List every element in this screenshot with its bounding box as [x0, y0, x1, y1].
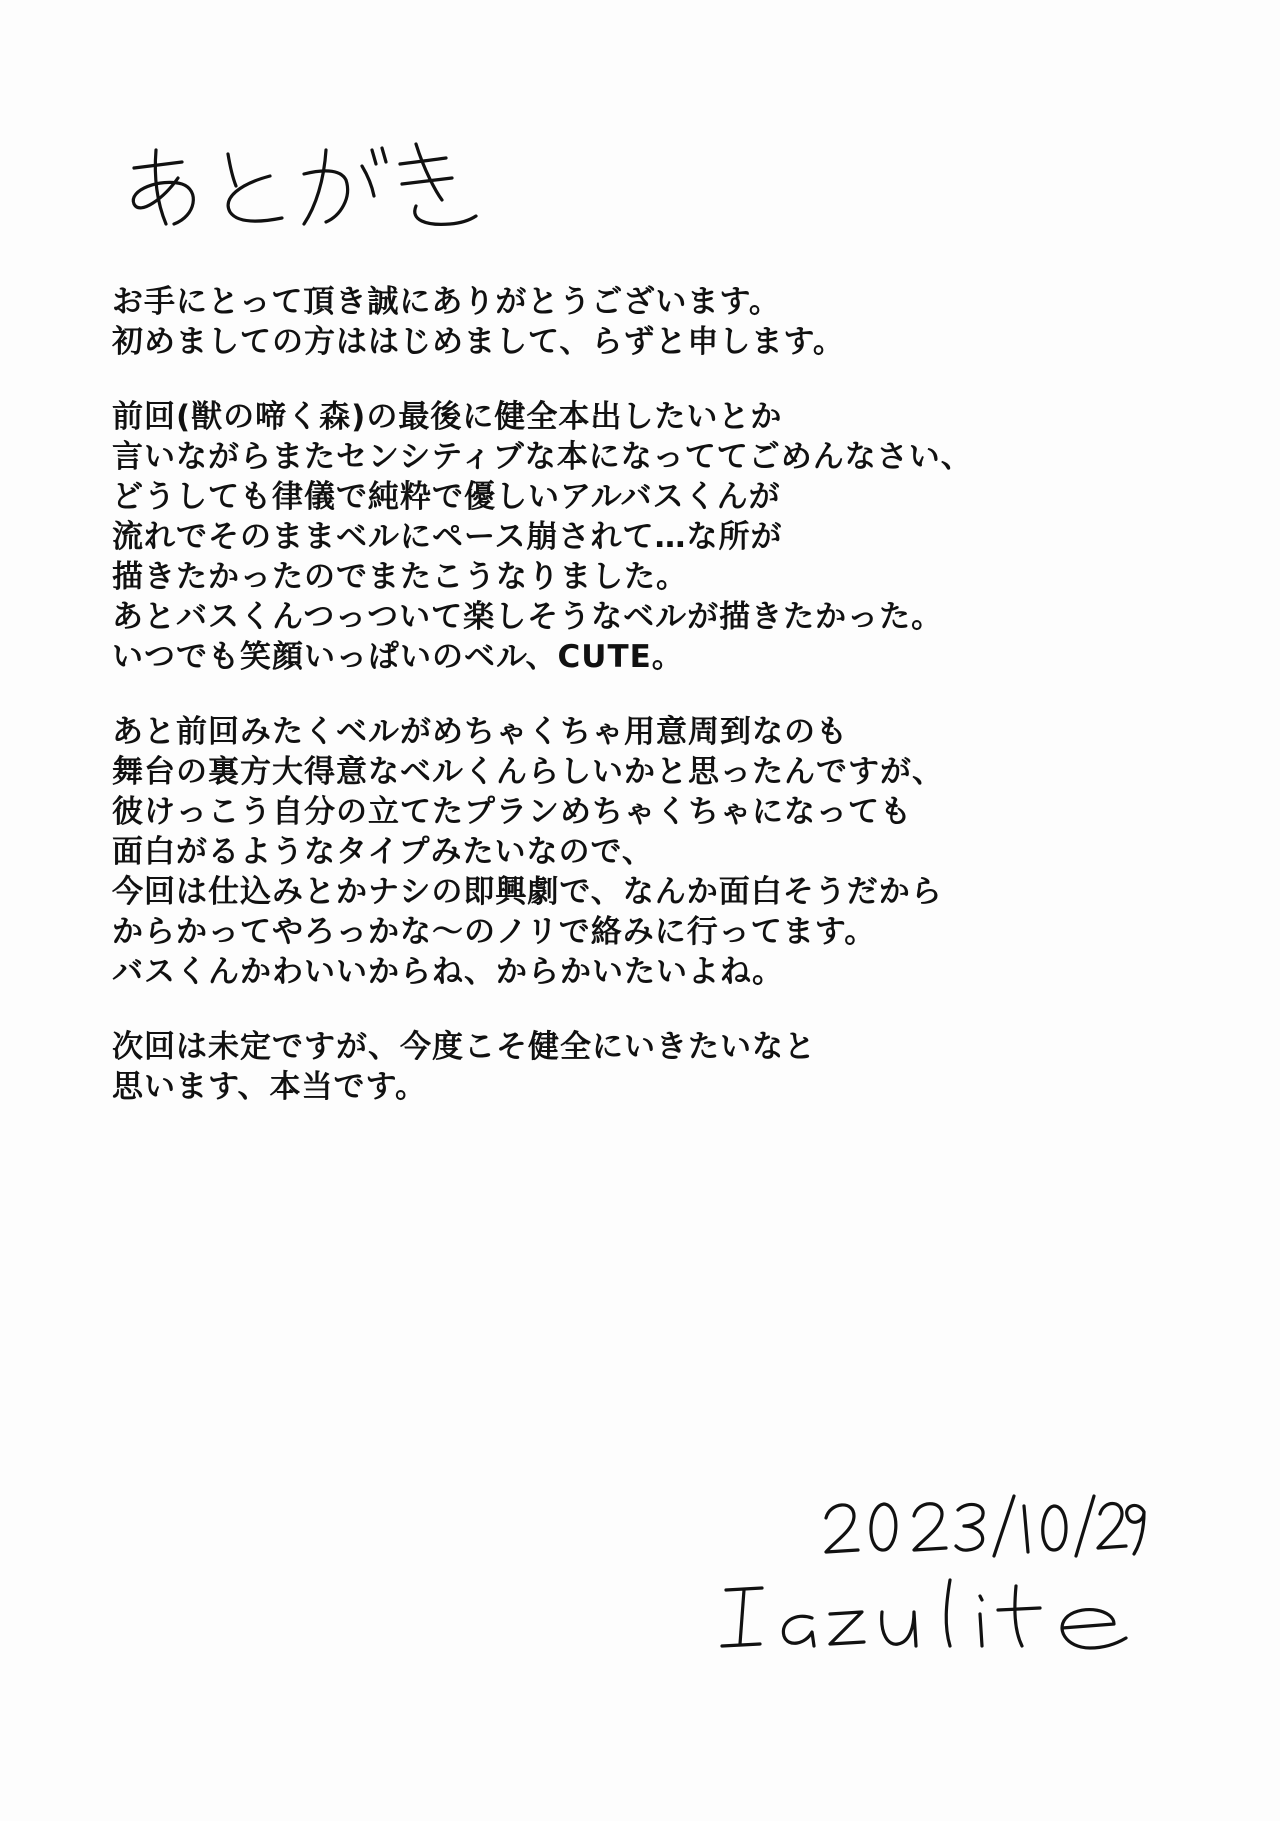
- body-line: 初めましての方ははじめまして、らずと申します。: [112, 324, 845, 360]
- body-line: 思います、本当です。: [112, 1069, 428, 1105]
- body-line: 面白がるようなタイプみたいなので、: [112, 834, 654, 870]
- body-line: 彼けっこう自分の立てたプランめちゃくちゃになっても: [112, 794, 912, 830]
- paragraph-next-time: [112, 1027, 1172, 1107]
- paragraph-greeting: [112, 282, 1172, 362]
- handwritten-signature: [718, 1572, 1138, 1662]
- paragraph-character-notes: [112, 712, 1172, 992]
- afterword-heading-handwritten: [120, 120, 480, 240]
- body-line: お手にとって頂き誠にありがとうございます。: [112, 284, 781, 320]
- body-line: バスくんかわいいからね、からかいたいよね。: [112, 954, 784, 990]
- handwritten-date: [818, 1490, 1148, 1560]
- body-line: どうしても律儀で純粋で優しいアルバスくんが: [112, 479, 781, 515]
- body-line: 今回は仕込みとかナシの即興劇で、なんか面白そうだから: [112, 874, 943, 910]
- paragraph-previous-work: [112, 397, 1172, 677]
- handwritten-date-graphic: [818, 1490, 1148, 1560]
- body-line: からかってやろっかな～のノリで絡みに行ってます。: [112, 914, 877, 950]
- body-line: 流れでそのままベルにペース崩されて…な所が: [112, 519, 783, 555]
- handwritten-heading-graphic: [120, 120, 480, 240]
- handwritten-signature-graphic: [718, 1572, 1138, 1662]
- body-line: あとバスくんつっついて楽しそうなベルが描きたかった。: [112, 599, 944, 635]
- body-line: 前回(獣の啼く森)の最後に健全本出したいとか: [112, 399, 783, 435]
- body-line: いつでも笑顔いっぱいのベル、CUTE。: [112, 639, 684, 675]
- body-line: あと前回みたくベルがめちゃくちゃ用意周到なのも: [112, 714, 848, 750]
- body-line: 言いながらまたセンシティブな本になっててごめんなさい、: [112, 439, 973, 475]
- afterword-body: [112, 282, 1172, 1142]
- body-line: 次回は未定ですが、今度こそ健全にいきたいなと: [112, 1029, 816, 1065]
- body-line: 舞台の裏方大得意なベルくんらしいかと思ったんですが、: [112, 754, 944, 790]
- body-line: 描きたかったのでまたこうなりました。: [112, 559, 688, 595]
